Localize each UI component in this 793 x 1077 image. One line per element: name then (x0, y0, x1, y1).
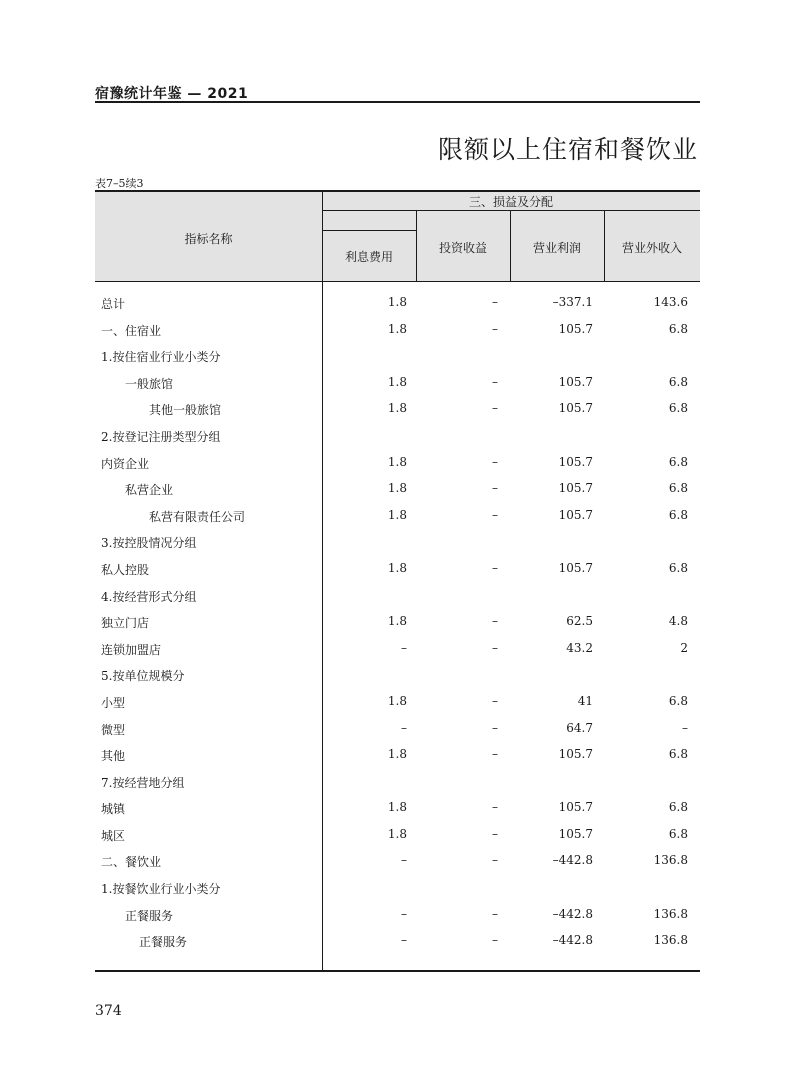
cell-value: – (492, 614, 498, 629)
cell-value: 1.8 (387, 401, 407, 416)
column-header-investment: 投资收益 (438, 241, 487, 255)
table-row (95, 555, 700, 582)
row-label: 私营有限责任公司 (149, 509, 246, 524)
cell-value: 1.8 (387, 481, 407, 496)
cell-value: – (401, 906, 407, 921)
cell-value: – (492, 454, 498, 469)
table-row (95, 715, 700, 742)
table-row (95, 582, 700, 609)
cell-value: 1.8 (387, 693, 407, 708)
cell-value: 105.7 (558, 454, 593, 469)
column-header-interest: 利息费用 (344, 250, 393, 264)
cell-value: 6.8 (668, 374, 688, 389)
table-row (95, 608, 700, 635)
table-row (95, 847, 700, 874)
subgroup-header-rule (322, 230, 416, 231)
row-label: 正餐服务 (139, 935, 188, 950)
cell-value: – (682, 720, 688, 735)
cell-value: 6.8 (668, 507, 688, 522)
cell-value: 6.8 (668, 560, 688, 575)
row-label: 城镇 (101, 802, 126, 817)
cell-value: 6.8 (668, 321, 688, 336)
table-row (95, 741, 700, 768)
cell-value: 136.8 (653, 906, 688, 921)
cell-value: 1.8 (387, 321, 407, 336)
table-row (95, 289, 700, 316)
cell-value: 43.2 (566, 640, 593, 655)
table-row (95, 449, 700, 476)
cell-value: –442.8 (552, 906, 593, 921)
row-label: 独立门店 (101, 616, 150, 631)
table-row (95, 395, 700, 422)
cell-value: – (492, 640, 498, 655)
cell-value: 1.8 (387, 295, 407, 309)
row-label: 小型 (101, 695, 126, 710)
cell-value: – (492, 933, 498, 948)
cell-value: 105.7 (558, 800, 593, 815)
table-body (95, 289, 700, 954)
cell-value: – (492, 800, 498, 815)
cell-value: 1.8 (387, 507, 407, 522)
table-row (95, 528, 700, 555)
group-header: 三、损益及分配 (468, 195, 553, 209)
cell-value: 1.8 (387, 826, 407, 841)
cell-value: – (492, 853, 498, 868)
row-label: 二、餐饮业 (101, 855, 162, 870)
table-bottom-rule (95, 970, 700, 972)
row-label: 内资企业 (101, 456, 150, 471)
row-label: 2.按登记注册类型分组 (101, 429, 221, 444)
cell-value: –442.8 (552, 853, 593, 868)
cell-value: – (401, 720, 407, 735)
cell-value: 105.7 (558, 747, 593, 762)
cell-value: – (492, 374, 498, 389)
table-row (95, 768, 700, 795)
cell-value: – (401, 933, 407, 948)
table-row (95, 369, 700, 396)
cell-value: 6.8 (668, 481, 688, 496)
cell-value: – (492, 507, 498, 522)
cell-value: 1.8 (387, 747, 407, 762)
row-label: 一般旅馆 (125, 376, 174, 391)
cell-value: 6.8 (668, 747, 688, 762)
cell-value: – (492, 481, 498, 496)
cell-value: – (492, 321, 498, 336)
cell-value: – (492, 560, 498, 575)
cell-value: – (492, 401, 498, 416)
cell-value: – (401, 853, 407, 868)
cell-value: – (401, 640, 407, 655)
table-row (95, 794, 700, 821)
table-row (95, 316, 700, 343)
cell-value: 136.8 (653, 853, 688, 868)
table-row (95, 475, 700, 502)
row-label: 其他一般旅馆 (149, 403, 222, 418)
table-row (95, 688, 700, 715)
cell-value: 143.6 (653, 295, 688, 309)
cell-value: 105.7 (558, 560, 593, 575)
cell-value: – (492, 693, 498, 708)
column-header-non-operating-income: 营业外收入 (621, 241, 682, 255)
table-label: 表7–5续3 (95, 177, 144, 190)
table-row (95, 502, 700, 529)
cell-value: 6.8 (668, 401, 688, 416)
cell-value: – (492, 747, 498, 762)
row-label: 城区 (101, 828, 126, 843)
cell-value: 1.8 (387, 374, 407, 389)
row-label: 微型 (101, 722, 126, 737)
group-header-rule (322, 210, 700, 211)
row-label: 私营企业 (125, 483, 174, 498)
cell-value: – (492, 826, 498, 841)
cell-value: 1.8 (387, 800, 407, 815)
cell-value: –337.1 (552, 295, 593, 309)
indicator-header: 指标名称 (184, 232, 233, 246)
row-label: 其他 (101, 749, 126, 764)
row-label: 一、住宿业 (101, 323, 162, 338)
table-row (95, 927, 700, 954)
cell-value: –442.8 (552, 933, 593, 948)
cell-value: 64.7 (566, 720, 593, 735)
cell-value: 105.7 (558, 321, 593, 336)
cell-value: 105.7 (558, 826, 593, 841)
row-label: 4.按经营形式分组 (101, 589, 197, 604)
cell-value: 2 (680, 640, 688, 655)
page-number: 374 (95, 1003, 122, 1019)
table-row (95, 874, 700, 901)
cell-value: 105.7 (558, 401, 593, 416)
cell-value: 1.8 (387, 454, 407, 469)
chapter-title: 限额以上住宿和餐饮业 (437, 135, 698, 164)
row-label: 总计 (101, 297, 126, 311)
cell-value: 6.8 (668, 800, 688, 815)
cell-value: 41 (577, 693, 593, 708)
cell-value: 136.8 (653, 933, 688, 948)
cell-value: – (492, 720, 498, 735)
cell-value: – (492, 906, 498, 921)
row-label: 私人控股 (101, 562, 150, 577)
cell-value: 105.7 (558, 481, 593, 496)
cell-value: 6.8 (668, 693, 688, 708)
table-row (95, 635, 700, 662)
cell-value: 1.8 (387, 560, 407, 575)
table-row (95, 342, 700, 369)
cell-value: 62.5 (566, 614, 593, 629)
row-label: 连锁加盟店 (101, 642, 162, 657)
cell-value: 4.8 (668, 614, 688, 629)
running-head-rule (95, 101, 700, 103)
row-label: 3.按控股情况分组 (101, 536, 197, 551)
table-row (95, 422, 700, 449)
cell-value: 105.7 (558, 374, 593, 389)
cell-value: 6.8 (668, 454, 688, 469)
row-label: 1.按住宿业行业小类分 (101, 350, 221, 365)
cell-value: – (492, 295, 498, 309)
column-header-operating-profit: 营业利润 (532, 241, 581, 255)
row-label: 5.按单位规模分 (101, 669, 185, 684)
table-row (95, 901, 700, 928)
cell-value: 6.8 (668, 826, 688, 841)
row-label: 正餐服务 (125, 908, 174, 923)
running-head: 宿豫统计年鉴 — 2021 (95, 86, 249, 102)
cell-value: 105.7 (558, 507, 593, 522)
table-row (95, 821, 700, 848)
table-row (95, 661, 700, 688)
row-label: 1.按餐饮业行业小类分 (101, 882, 221, 897)
row-label: 7.按经营地分组 (101, 775, 185, 790)
cell-value: 1.8 (387, 614, 407, 629)
